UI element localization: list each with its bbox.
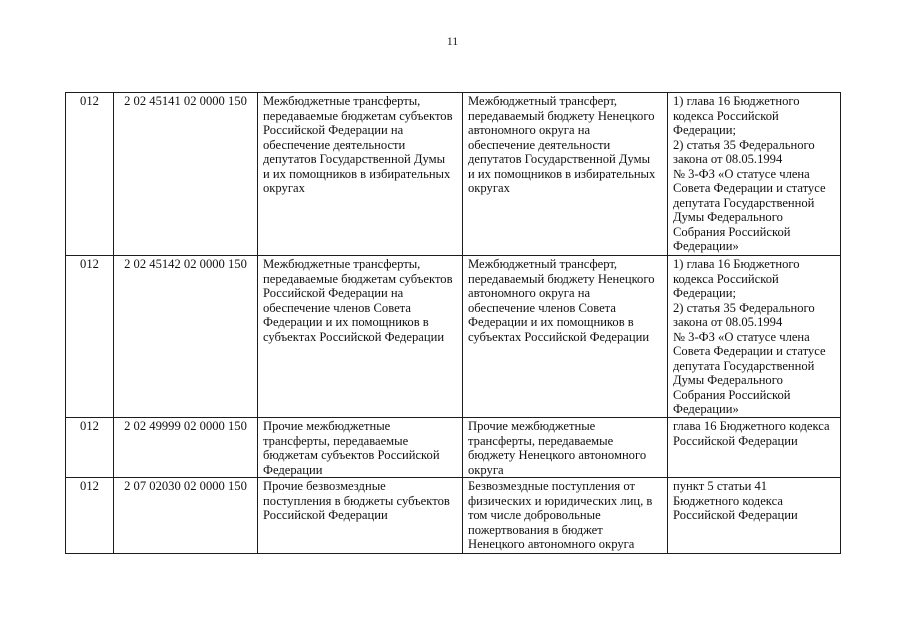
- legal-basis-line: № 3-ФЗ «О статусе члена: [673, 166, 810, 181]
- nao-description-line: обеспечение деятельности: [468, 137, 611, 152]
- subject-description-line: Российской Федерации на: [263, 286, 404, 301]
- legal-basis-line: 1) глава 16 Бюджетного: [673, 257, 800, 271]
- legal-basis-line: № 3-ФЗ «О статусе члена: [673, 329, 810, 344]
- budget-code: 2 07 02030 02 0000 150: [124, 479, 247, 494]
- budget-table-body: [66, 93, 841, 554]
- table-row: [66, 256, 841, 418]
- budget-code-cell: [114, 93, 258, 256]
- legal-basis-line: 2) статья 35 Федерального: [673, 137, 815, 152]
- legal-basis-line: Совета Федерации и статусе: [673, 344, 826, 359]
- subject-description-line: трансферты, передаваемые: [263, 433, 409, 448]
- nao-description-line: передаваемый бюджету Ненецкого: [468, 271, 655, 286]
- nao-description-cell: [463, 256, 668, 418]
- legal-basis-line: закона от 08.05.1994: [673, 315, 783, 330]
- budget-revenue-table: [65, 92, 841, 554]
- subject-description-line: передаваемые бюджетам субъектов: [263, 108, 453, 123]
- admin-code-cell: [66, 478, 114, 554]
- subject-description-line: Федерации и их помощников в: [263, 315, 429, 330]
- nao-description-line: Прочие межбюджетные: [468, 419, 596, 434]
- subject-description-line: депутатов Государственной Думы: [263, 152, 446, 167]
- nao-description-line: субъектах Российской Федерации: [468, 329, 650, 344]
- nao-description-line: передаваемый бюджету Ненецкого: [468, 108, 655, 123]
- budget-code: 2 02 49999 02 0000 150: [124, 419, 247, 434]
- legal-basis-line: кодекса Российской: [673, 271, 779, 286]
- subject-description-line: Межбюджетные трансферты,: [263, 94, 421, 108]
- legal-basis-line: Думы Федерального: [673, 210, 783, 225]
- legal-basis-line: Собрания Российской: [673, 387, 791, 402]
- budget-code: 2 02 45141 02 0000 150: [124, 94, 247, 108]
- legal-basis-cell: [668, 256, 841, 418]
- nao-description-line: Безвозмездные поступления от: [468, 479, 635, 494]
- subject-description-line: Прочие межбюджетные: [263, 419, 391, 434]
- subject-description-line: Межбюджетные трансферты,: [263, 257, 421, 271]
- nao-description-line: автономного округа на: [468, 123, 591, 138]
- legal-basis-line: Федерации»: [673, 402, 739, 417]
- legal-basis-line: Бюджетного кодекса: [673, 493, 783, 508]
- admin-code-cell: [66, 93, 114, 256]
- legal-basis-line: Думы Федерального: [673, 373, 783, 388]
- subject-description-line: Прочие безвозмездные: [263, 479, 386, 494]
- legal-basis-line: 1) глава 16 Бюджетного: [673, 94, 800, 108]
- nao-description-line: Федерации и их помощников в: [468, 315, 634, 330]
- nao-description-line: округа: [468, 462, 504, 477]
- legal-basis-cell: [668, 478, 841, 554]
- legal-basis-line: депутата Государственной: [673, 195, 815, 210]
- subject-description-line: Российской Федерации: [263, 508, 388, 523]
- nao-description-line: депутатов Государственной Думы: [468, 152, 651, 167]
- legal-basis-line: Федерации;: [673, 123, 736, 138]
- subject-description-line: Федерации: [263, 462, 323, 477]
- legal-basis-line: Совета Федерации и статусе: [673, 181, 826, 196]
- admin-code: 012: [80, 479, 99, 494]
- table-row: [66, 93, 841, 256]
- table-row: [66, 478, 841, 554]
- legal-basis-line: Федерации;: [673, 286, 736, 301]
- admin-code-cell: [66, 256, 114, 418]
- subject-description-line: Российской Федерации на: [263, 123, 404, 138]
- subject-description-line: поступления в бюджеты субъектов: [263, 493, 450, 508]
- subject-description-line: передаваемые бюджетам субъектов: [263, 271, 453, 286]
- budget-code-cell: [114, 418, 258, 478]
- subject-description-line: обеспечение членов Совета: [263, 300, 411, 315]
- nao-description-line: бюджету Ненецкого автономного: [468, 448, 647, 463]
- nao-description-line: том числе добровольные: [468, 508, 601, 523]
- legal-basis-line: 2) статья 35 Федерального: [673, 300, 815, 315]
- page-number: 11: [446, 34, 459, 48]
- nao-description-line: обеспечение членов Совета: [468, 300, 616, 315]
- nao-description-line: Межбюджетный трансферт,: [468, 257, 618, 271]
- nao-description-line: Межбюджетный трансферт,: [468, 94, 618, 108]
- table-row: [66, 418, 841, 478]
- legal-basis-line: пункт 5 статьи 41: [673, 479, 768, 494]
- legal-basis-line: Собрания Российской: [673, 224, 791, 239]
- subject-description-cell: [258, 478, 463, 554]
- legal-basis-line: кодекса Российской: [673, 108, 779, 123]
- nao-description-line: автономного округа на: [468, 286, 591, 301]
- budget-code-cell: [114, 478, 258, 554]
- subject-description-cell: [258, 256, 463, 418]
- nao-description-line: пожертвования в бюджет: [468, 522, 603, 537]
- budget-code: 2 02 45142 02 0000 150: [124, 257, 247, 271]
- legal-basis-line: закона от 08.05.1994: [673, 152, 783, 167]
- legal-basis-line: депутата Государственной: [673, 358, 815, 373]
- nao-description-cell: [463, 478, 668, 554]
- legal-basis-line: Федерации»: [673, 239, 739, 254]
- subject-description-line: обеспечение деятельности: [263, 137, 406, 152]
- budget-code-cell: [114, 256, 258, 418]
- nao-description-line: физических и юридических лиц, в: [468, 493, 653, 508]
- subject-description-line: субъектах Российской Федерации: [263, 329, 445, 344]
- subject-description-line: округах: [263, 181, 305, 196]
- subject-description-line: и их помощников в избирательных: [263, 166, 451, 181]
- legal-basis-line: глава 16 Бюджетного кодекса: [673, 419, 830, 434]
- admin-code: 012: [80, 419, 99, 434]
- legal-basis-line: Российской Федерации: [673, 508, 798, 523]
- nao-description-line: округах: [468, 181, 510, 196]
- subject-description-cell: [258, 418, 463, 478]
- nao-description-line: Ненецкого автономного округа: [468, 537, 635, 552]
- legal-basis-line: Российской Федерации: [673, 433, 798, 448]
- nao-description-cell: [463, 418, 668, 478]
- subject-description-line: бюджетам субъектов Российской: [263, 448, 440, 463]
- admin-code: 012: [80, 257, 99, 271]
- legal-basis-cell: [668, 418, 841, 478]
- nao-description-line: трансферты, передаваемые: [468, 433, 614, 448]
- legal-basis-cell: [668, 93, 841, 256]
- nao-description-line: и их помощников в избирательных: [468, 166, 656, 181]
- nao-description-cell: [463, 93, 668, 256]
- subject-description-cell: [258, 93, 463, 256]
- admin-code: 012: [80, 94, 99, 108]
- admin-code-cell: [66, 418, 114, 478]
